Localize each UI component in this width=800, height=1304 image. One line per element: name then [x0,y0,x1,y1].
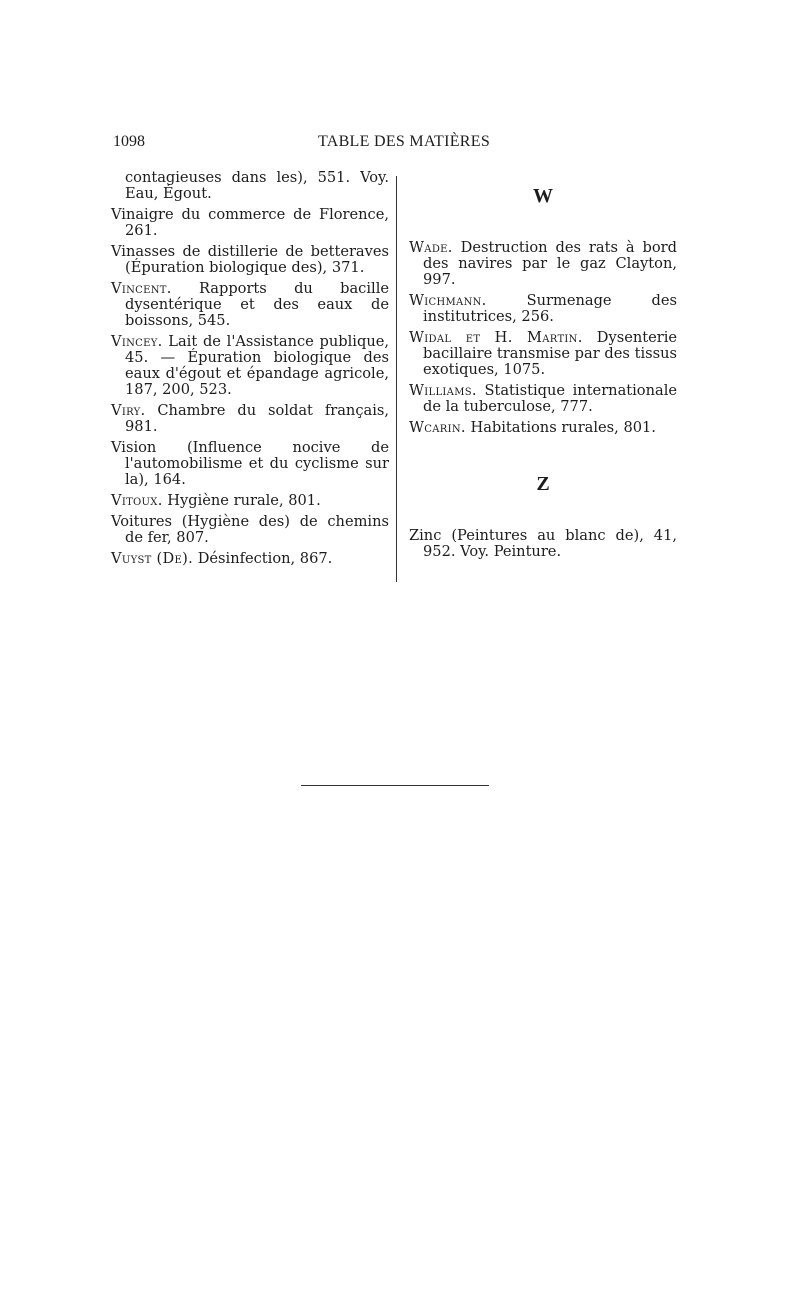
entry-text: Dysenterie bacillaire transmise par des tissus exotiques, 1075. [423,329,678,378]
entry-text: Vision (Influence nocive de l'automobilisme et du cyclisme sur la), 164. [111,439,389,488]
entry-author-name: Wichmann. [409,292,487,309]
entry-author-name: Viry. [111,402,146,419]
entry-text: Voitures (Hygiène des) de chemins de fer, 807. [111,513,389,546]
entry-text: Désinfection, 867. [193,550,333,567]
index-entry [409,383,677,415]
entry-author-name: Widal et H. Martin. [409,329,583,346]
w-entry-list [409,240,677,436]
entry-author-name: Wcarin. [409,419,466,436]
entry-text: Destruction des rats à bord des navires par le gaz Clayton, 997. [423,239,677,288]
index-entry [111,207,389,239]
index-entry [409,330,677,378]
entry-text: Habitations rurales, 801. [465,419,656,436]
entry-author-name: Vincent. [111,280,172,297]
index-entry [111,334,389,398]
entry-author-name: Vincey. [111,333,163,350]
index-entry [111,403,389,435]
page-number: 1098 [113,133,145,150]
entry-text: Zinc (Peintures au blanc de), 41, 952. Voy. Peinture. [409,527,677,560]
entry-author-name: Vitoux. [111,492,163,509]
entry-text: Statistique internationale de la tuberculose, 777. [423,382,677,415]
end-rule [301,785,489,786]
running-title: TABLE DES MATIÈRES [317,133,491,150]
index-entry [111,244,389,276]
page-header [113,133,695,157]
index-entry [111,551,389,567]
index-entry-continuation: contagieuses dans les), 551. Voy. Eau, Égout. [125,169,389,202]
entry-text: Rapports du bacille dysentérique et des eaux de boissons, 545. [125,280,389,329]
section-letter-z: Z [536,473,550,495]
entry-text: Vinaigre du commerce de Florence, 261. [111,206,389,239]
entry-text: Chambre du soldat français, 981. [125,402,389,435]
index-entry [111,440,389,488]
index-entry [409,420,677,436]
entry-author-name: Wade. [409,239,453,256]
index-entry [409,528,677,560]
index-entry [409,293,677,325]
section-letter-w: W [533,185,553,207]
entry-text: Vinasses de distillerie de betteraves (Épuration biologique des), 371. [111,243,389,276]
entry-text: Surmenage des institutrices, 256. [423,292,677,325]
entry-text: Hygiène rurale, 801. [162,492,321,509]
right-column [409,170,677,565]
index-entry [409,240,677,288]
column-divider [396,176,397,582]
entry-text: Lait de l'Assistance publique, 45. — Épuration biologique des eaux d'égout et épandage agricole, 187, 200, 523. [125,333,389,398]
z-entry-list [409,528,677,560]
left-entry-list [111,207,389,567]
index-entry [111,493,389,509]
index-entry [111,514,389,546]
entry-author-name: Williams. [409,382,477,399]
entry-author-name: Vuyst (De). [111,550,194,567]
left-column [111,170,389,572]
index-entry [111,281,389,329]
